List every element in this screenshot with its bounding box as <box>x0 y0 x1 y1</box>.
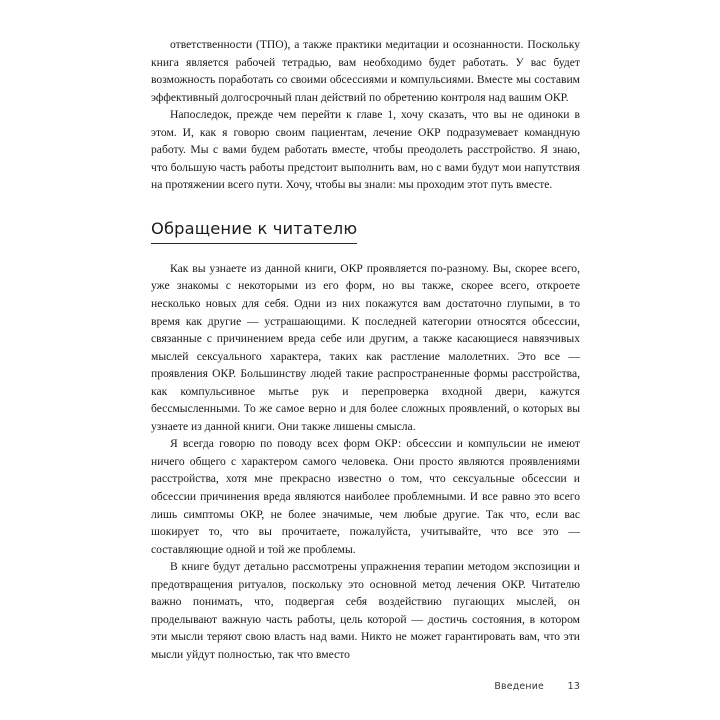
paragraph: ответственности (ТПО), а также практики медитации и осознанности. Поскольку книга является рабочей тетрадью, вам необходимо будет работать. У вас будет возможность поработать со своими обсессиями и компульсиями. Вместе мы составим эффективный долгосрочный план действий по обретению контроля над вашим ОКР. <box>151 38 580 104</box>
section-heading-container <box>151 219 580 244</box>
paragraph: Я всегда говорю по поводу всех форм ОКР: обсессии и компульсии не имеют ничего общего с характером самого человека. Они просто являются проявлениями расстройства, хотя мне прекрасно известно о том, что сексуальные обсессии и обсессии причинения вреда являются наиболее проблемными. И все равно это всего лишь симптомы ОКР, не более значимые, чем любые другие. Так что, если вас шокирует то, что вы прочитаете, пожалуйста, учитывайте, что все это — составляющие одной и той же проблемы. <box>151 437 580 556</box>
footer-section-label: Введение <box>494 681 544 692</box>
footer-page-number: 13 <box>567 681 580 692</box>
paragraph: В книге будут детально рассмотрены упражнения терапии методом экспозиции и предотвращения ритуалов, поскольку это основной метод лечения ОКР. Читателю важно понимать, что, подвергая себя воздействию пугающих мыслей, он проделывают важную часть работы, цель которой — достичь состояния, в котором эти мысли теряют свою власть над вами. Никто не может гарантировать вам, что эти мысли уйдут полностью, так что вместо <box>151 560 580 661</box>
page-footer <box>151 681 580 692</box>
page-title: Обращение к читателю <box>151 219 357 244</box>
paragraph: Как вы узнаете из данной книги, ОКР проявляется по-разному. Вы, скорее всего, уже знакомы с некоторыми из его форм, но вы также, скорее всего, откроете несколько новых для себя. Одни из них покажутся вам достаточно глупыми, в то время как другие — устрашающими. К последней категории относятся обсессии, связанные с причинением вреда себе или другим, а также касающиеся навязчивых мыслей сексуального характера, таких как растление малолетних. Это все — проявления ОКР. Большинству людей такие распространенные формы расстройства, как компульсивное мытье рук и перепроверка входной двери, кажутся бессмысленными. То же самое верно и для более сложных проявлений, о которых вы узнаете из данной книги. Они также лишены смысла. <box>151 261 580 433</box>
text-column <box>151 36 580 664</box>
paragraph: Напоследок, прежде чем перейти к главе 1, хочу сказать, что вы не одиноки в этом. И, как я говорю своим пациентам, лечение ОКР подразумевает командную работу. Мы с вами будем работать вместе, чтобы преодолеть расстройство. Я знаю, что большую часть работы предстоит выполнить вам, но с вами будут мои напутствия на протяжении всего пути. Хочу, чтобы вы знали: мы проходим этот путь вместе. <box>151 108 580 192</box>
